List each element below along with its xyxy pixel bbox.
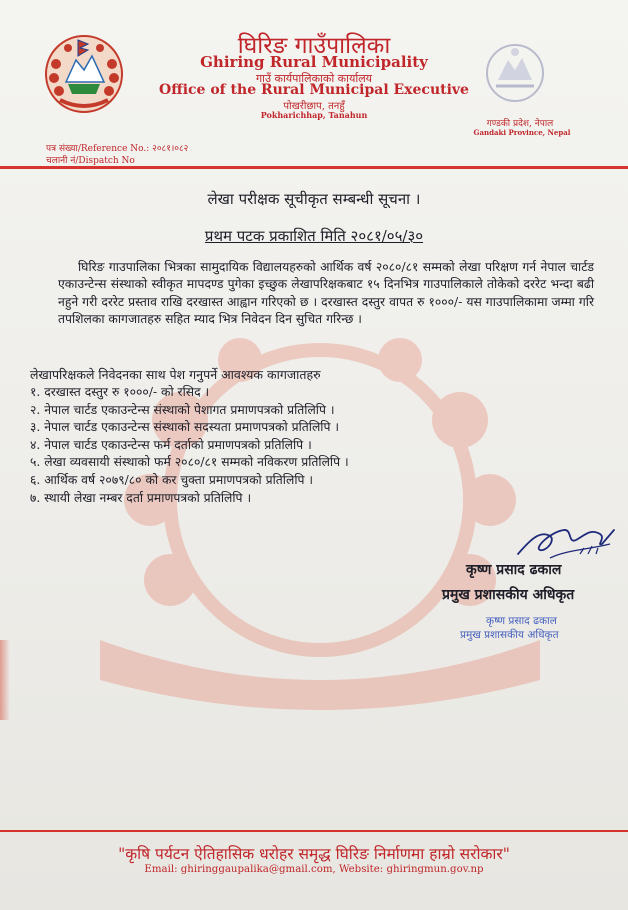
address-english: Pokharichhap, Tanahun (260, 110, 368, 120)
province-logo-icon (484, 40, 546, 106)
footer-slogan: "कृषि पर्यटन ऐतिहासिक धरोहर समृद्ध घिरिङ निर्माणमा हाम्रो सरोकार" (118, 845, 510, 863)
documents-list-heading: लेखापरिक्षकले निवेदनका साथ पेश गनुपर्ने आवश्यक कागजातहरु (30, 367, 321, 382)
office-name-english: Office of the Rural Municipal Executive (159, 82, 469, 98)
list-item: ७. स्थायी लेखा नम्बर दर्ता प्रमाणपत्रको प्रतिलिपि । (30, 490, 252, 505)
stamp-designation: प्रमुख प्रशासकीय अधिकृत (460, 629, 559, 641)
stamp-name: कृष्ण प्रसाद ढकाल (486, 615, 557, 627)
documents-list (30, 384, 349, 507)
list-item: २. नेपाल चार्टड एकाउन्टेन्स संस्थाको पेशागत प्रमाणपत्रको प्रतिलिपि । (30, 402, 335, 417)
list-item: १. दरखास्त दस्तुर रु १०००/- को रसिद । (30, 385, 210, 399)
notice-title: लेखा परीक्षक सूचीकृत सम्बन्धी सूचना । (207, 190, 421, 208)
letterhead-header (0, 0, 628, 170)
province-nepali: गण्डकी प्रदेश, नेपाल (486, 119, 554, 129)
province-english: Gandaki Province, Nepal (473, 128, 571, 137)
municipality-name-english: Ghiring Rural Municipality (200, 53, 428, 71)
address-nepali: पोखरीछाप, तनहुँ (283, 101, 345, 112)
list-item: ४. नेपाल चार्टड एकाउन्टेन्स फर्म दर्ताको प्रमाणपत्रको प्रतिलिपि । (30, 437, 312, 452)
list-item: ३. नेपाल चार्टड एकाउन्टेन्स संस्थाको सदस्यता प्रमाणपत्रको प्रतिलिपि । (30, 420, 340, 435)
dispatch-number: चलानी नं/Dispatch No (46, 156, 135, 166)
footer-divider (0, 830, 628, 832)
signatory-name: कृष्ण प्रसाद ढकाल (466, 562, 562, 578)
list-item: ६. आर्थिक वर्ष २०७९/८० को कर चुक्ता प्रमाणपत्रको प्रतिलिपि । (30, 472, 314, 487)
office-name-nepali: गाउँ कार्यपालिकाको कार्यालय (255, 72, 373, 85)
header-divider (0, 166, 628, 169)
reference-number: पत्र संख्या/Reference No.: २०८१।०८२ (46, 144, 189, 154)
municipality-name-nepali: घिरिङ गाउँपालिका (237, 33, 391, 59)
notice-body: घिरिङ गाउपालिका भित्रका सामुदायिक विद्यालयहरुको आर्थिक वर्ष २०८०/८१ सम्मको लेखा परिक्षण गर्न नेपाल चार्टड एकाउन्टेन्स संस्थाको स्वीकृत मापदण्ड पुगेका इच्छुक लेखापरिक्षकबाट १५ दिनभित्र गाउपालिकाले तोकेको दररेट भन्दा बढी नहुने गरी दररेट प्रस्ताव राखि दरखास्त आह्वान गरिएको छ । दरखास्त दस्तुर वापत रु १०००/- यस गाउपालिकामा जम्मा गरि तपशिलका कागजातहरु सहित म्याद भित्र निवेदन दिन सुचित गरिन्छ । (58, 260, 594, 327)
footer-contact: Email: ghiringgaupalika@gmail.com, Website: ghiringmun.gov.np (144, 864, 484, 875)
page-edge-shadow (0, 640, 10, 720)
signatory-designation: प्रमुख प्रशासकीय अधिकृत (442, 587, 575, 603)
list-item: ५. लेखा व्यवसायी संस्थाको फर्म २०८०/८१ सम्मको नविकरण प्रतिलिपि । (30, 455, 349, 470)
publish-date-line: प्रथम पटक प्रकाशित मिति २०८१/०५/३० (204, 227, 424, 245)
